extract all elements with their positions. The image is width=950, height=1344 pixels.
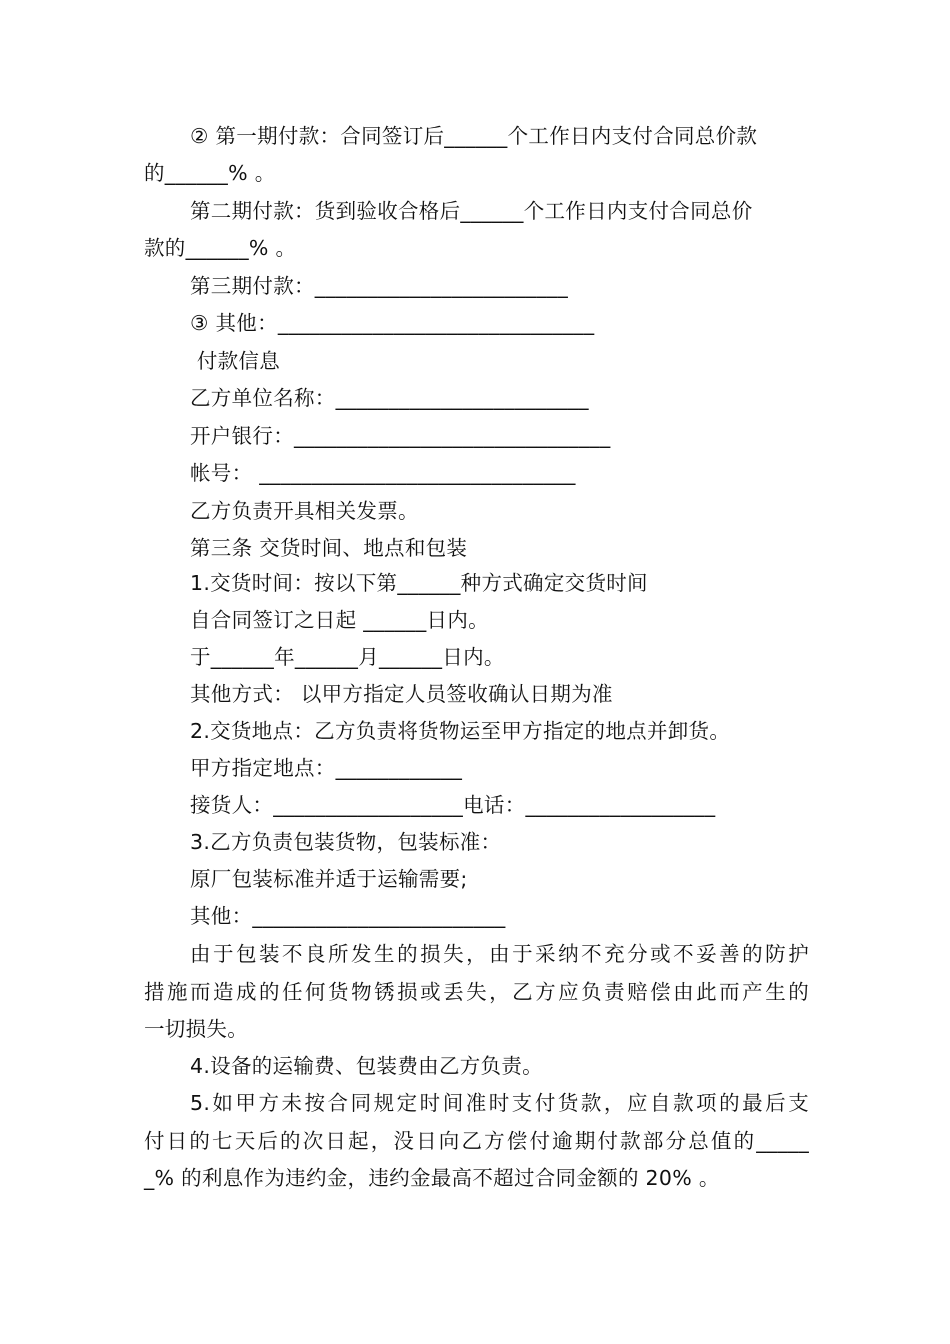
delivery-time-line: 1.交货时间：按以下第______种方式确定交货时间 <box>190 571 648 595</box>
delivery-date-line: 于______年______月______日内。 <box>190 645 505 669</box>
third-installment-line: 第三期付款：________________________ <box>190 274 568 298</box>
first-installment-continuation: 的______% 。 <box>144 161 276 185</box>
consignee-phone-line: 接货人：__________________电话：__________________ <box>190 793 716 817</box>
other-payment-line: ③ 其他：______________________________ <box>190 311 595 335</box>
loss-paragraph-line-2: 措施而造成的任何货物锈损或丢失，乙方应负责赔偿由此而产生的 <box>144 980 809 1004</box>
bank-line: 开户银行：______________________________ <box>190 424 611 448</box>
loss-paragraph-line-3: 一切损失。 <box>144 1017 248 1041</box>
penalty-paragraph-line-1: 5.如甲方未按合同规定时间准时支付货款，应自款项的最后支 <box>190 1091 809 1115</box>
packaging-line: 3.乙方负责包装货物，包装标准： <box>190 830 502 854</box>
second-installment-continuation: 款的______% 。 <box>144 236 297 260</box>
delivery-place-line: 2.交货地点：乙方负责将货物运至甲方指定的地点并卸货。 <box>190 719 731 743</box>
first-installment-line: ② 第一期付款：合同签订后______个工作日内支付合同总价款 <box>190 124 758 148</box>
freight-line: 4.设备的运输费、包装费由乙方负责。 <box>190 1054 543 1078</box>
party-b-name-line: 乙方单位名称：________________________ <box>190 386 589 410</box>
penalty-paragraph-line-3: _% 的利息作为违约金，违约金最高不超过合同金额的 20% 。 <box>144 1166 720 1190</box>
packaging-standard-line: 原厂包装标准并适于运输需要; <box>190 867 468 891</box>
payment-info-heading: 付款信息 <box>190 349 281 373</box>
article-three-heading: 第三条 交货时间、地点和包装 <box>190 536 468 560</box>
account-line: 帐号： ______________________________ <box>190 461 576 485</box>
invoice-line: 乙方负责开具相关发票。 <box>190 499 419 523</box>
second-installment-line: 第二期付款：货到验收合格后______个工作日内支付合同总价 <box>190 199 753 223</box>
designated-place-line: 甲方指定地点：____________ <box>190 756 463 780</box>
delivery-days-line: 自合同签订之日起 ______日内。 <box>190 608 489 632</box>
penalty-paragraph-line-2: 付日的七天后的次日起，没日向乙方偿付逾期付款部分总值的_____ <box>144 1129 809 1153</box>
other-method-line: 其他方式： 以甲方指定人员签收确认日期为准 <box>190 682 613 706</box>
loss-paragraph-line-1: 由于包装不良所发生的损失，由于采纳不充分或不妥善的防护 <box>190 942 809 966</box>
packaging-other-line: 其他：________________________ <box>190 904 506 928</box>
